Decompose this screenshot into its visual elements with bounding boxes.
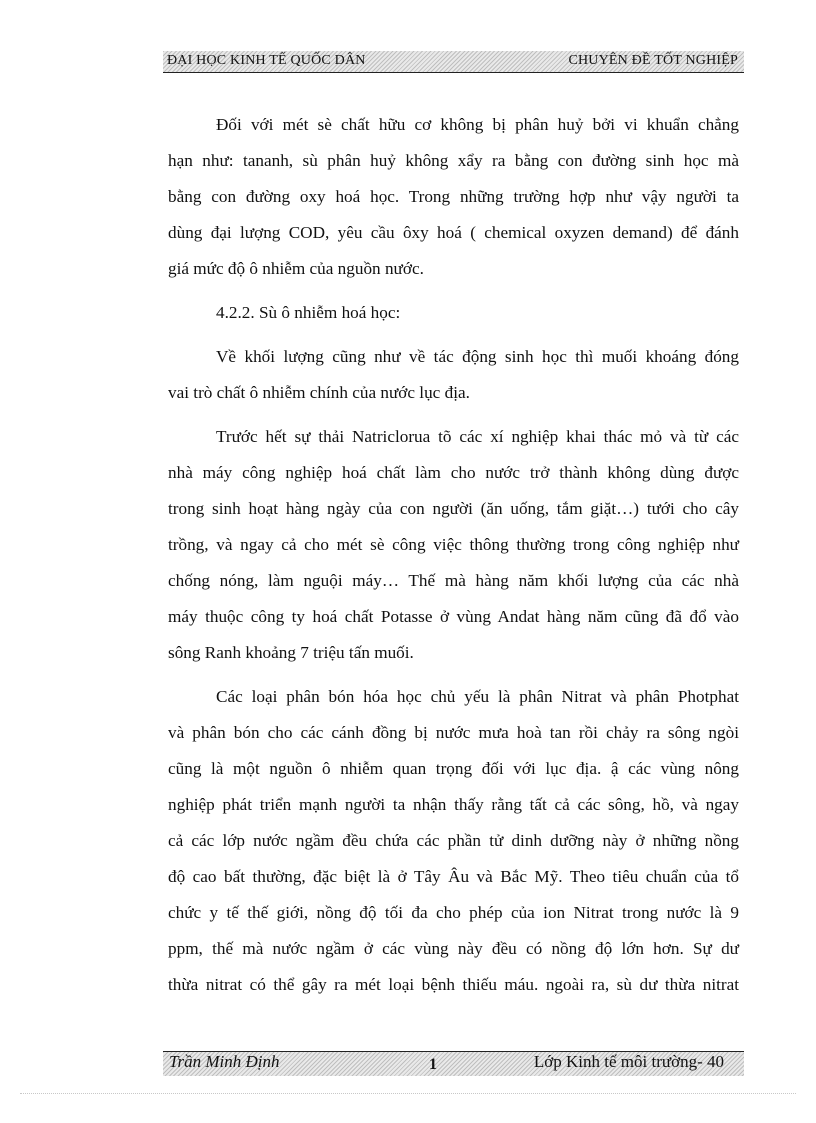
paragraph-line: máy thuộc công ty hoá chất Potasse ở vùng Andat hàng năm cũng đã đổ vào [168,607,739,626]
paragraph-line: giá mức độ ô nhiễm của nguồn nước. [168,259,424,278]
paragraph-line: trong sinh hoạt hàng ngày của con người (ăn uống, tắm giặt…) tưới cho cây [168,499,739,518]
paragraph-line: Đối với mét sè chất hữu cơ không bị phân huỷ bởi vi khuẩn chẳng [216,115,739,134]
paragraph-line: Các loại phân bón hóa học chủ yếu là phân Nitrat và phân Photphat [216,687,739,706]
page-bottom-divider [20,1093,796,1094]
paragraph-line: nghiệp phát triển mạnh người ta nhận thấy rằng tất cả các sông, hồ, và ngay [168,795,739,814]
paragraph-line: thừa nitrat có thể gây ra mét loại bệnh thiếu máu. ngoài ra, sù dư thừa nitrat [168,975,739,994]
footer-author: Trần Minh Định [169,1052,280,1071]
paragraph-line: ppm, thế mà nước ngầm ở các vùng này đều có nồng độ lớn hơn. Sự dư [168,939,739,958]
paragraph-3 [168,419,739,671]
paragraph-line: Trước hết sự thải Natriclorua tõ các xí nghiệp khai thác mỏ và từ các [216,427,739,446]
paragraph-line: vai trò chất ô nhiễm chính của nước lục địa. [168,383,470,402]
page-footer [163,1051,744,1076]
header-document-type: CHUYÊN ĐỀ TỐT NGHIỆP [568,53,738,68]
paragraph-4 [168,679,739,1003]
paragraph-line: dùng đại lượng COD, yêu cầu ôxy hoá ( chemical oxyzen demand) để đánh [168,223,739,242]
paragraph-line: cũng là một nguồn ô nhiễm quan trọng đối với lục địa. ậ các vùng nông [168,759,739,778]
section-heading: 4.2.2. Sù ô nhiễm hoá học: [216,303,401,322]
footer-class: Lớp Kinh tế môi trường- 40 [533,1052,724,1071]
paragraph-line: Về khối lượng cũng như về tác động sinh học thì muối khoáng đóng [216,347,739,366]
paragraph-line: hạn như: tananh, sù phân huỷ không xẩy ra bằng con đường sinh học mà [168,151,739,170]
page-number: 1 [429,1056,437,1073]
header-university: ĐẠI HỌC KINH TẾ QUỐC DÂN [167,53,366,68]
paragraph-line: sông Ranh khoảng 7 triệu tấn muối. [168,643,414,662]
paragraph-line: nhà máy công nghiệp hoá chất làm cho nước trở thành không dùng được [168,463,739,482]
paragraph-line: trồng, và ngay cả cho mét sè công việc thông thường trong công nghiệp như [168,535,739,554]
paragraph-line: bằng con đường oxy hoá học. Trong những trường hợp như vậy người ta [168,187,739,206]
paragraph-2 [168,339,739,411]
page-header [163,51,744,73]
paragraph-line: và phân bón cho các cánh đồng bị nước mưa hoà tan rồi chảy ra sông ngòi [168,723,739,742]
paragraph-line: chống nóng, làm nguội máy… Thế mà hàng năm khối lượng của các nhà [168,571,739,590]
document-body [168,107,739,1003]
paragraph-line: cả các lớp nước ngầm đều chứa các phần tử dinh dưỡng này ở những nồng [168,831,739,850]
paragraph-line: chức y tế thế giới, nồng độ tối đa cho phép của ion Nitrat trong nước là 9 [168,903,739,922]
paragraph-1 [168,107,739,287]
paragraph-line: độ cao bất thường, đặc biệt là ở Tây Âu và Bắc Mỹ. Theo tiêu chuẩn của tổ [168,867,739,886]
